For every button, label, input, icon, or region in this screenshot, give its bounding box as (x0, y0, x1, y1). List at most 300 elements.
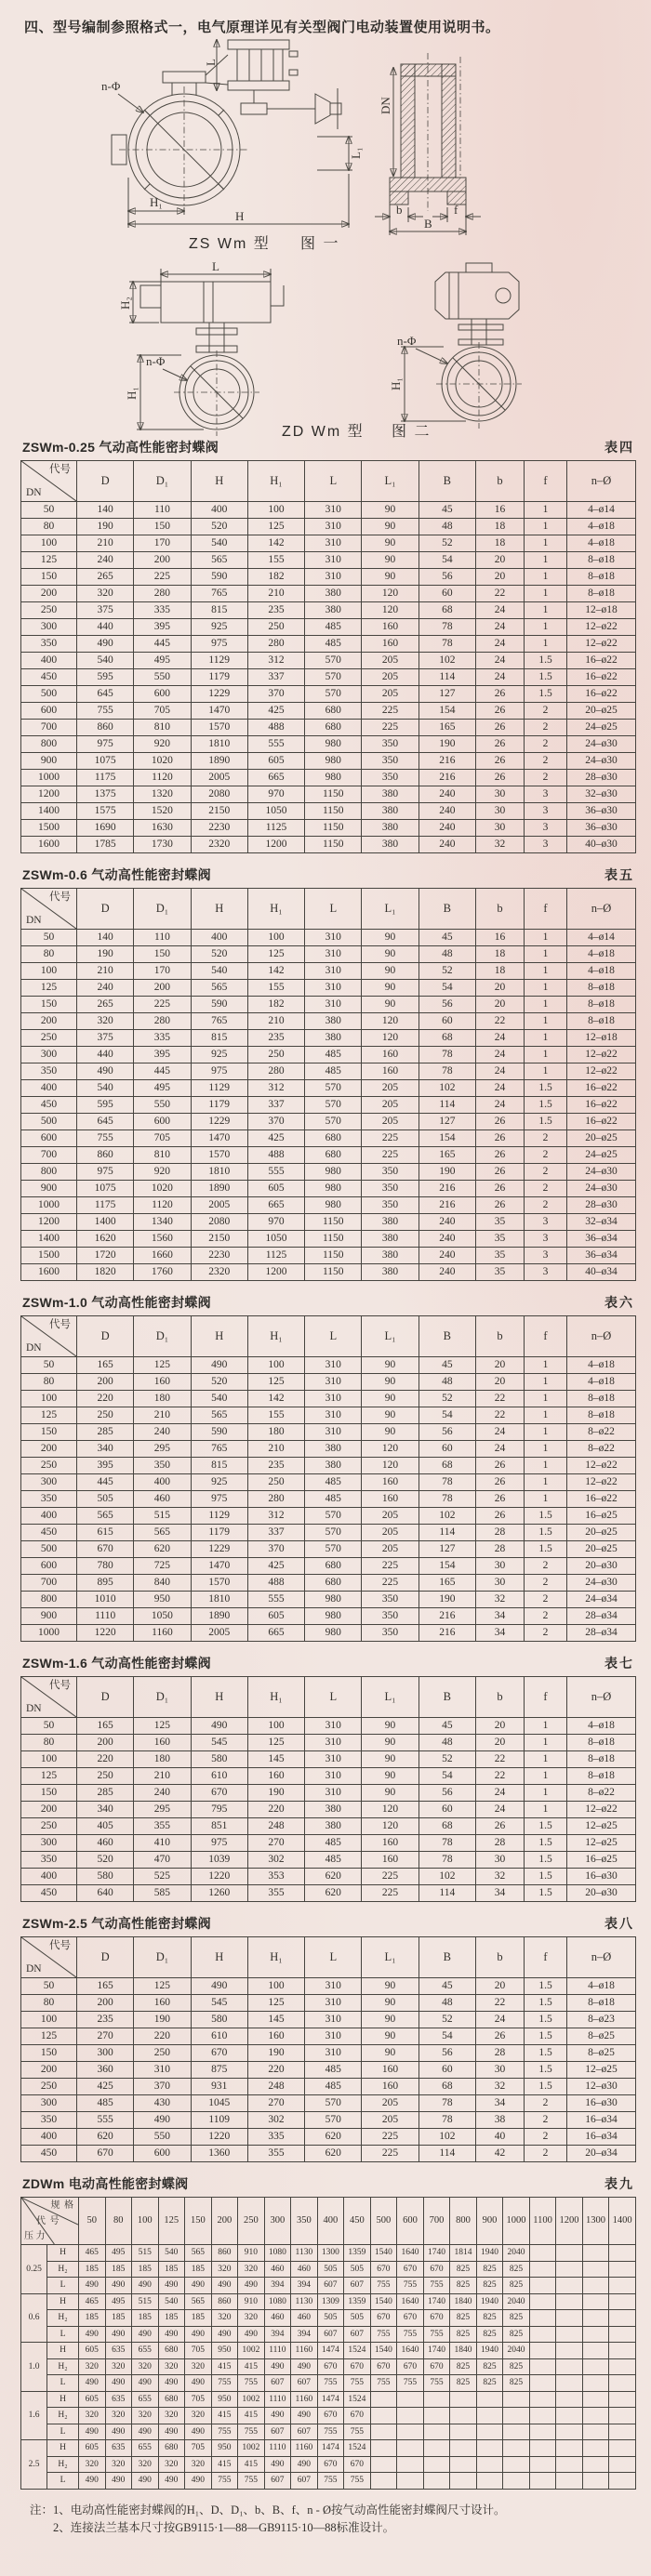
value-cell: 1890 (191, 1608, 247, 1625)
value-cell: 26 (476, 686, 525, 703)
value-cell: 355 (247, 2146, 304, 2162)
value-cell: 980 (305, 1164, 362, 1181)
table-row (21, 2129, 636, 2146)
value-cell: 851 (191, 1818, 247, 1835)
value-cell: 90 (362, 1978, 418, 1995)
dn-cell: 350 (21, 1852, 77, 1869)
value-cell: 490 (105, 2278, 132, 2294)
value-cell: 415 (238, 2358, 265, 2375)
value-cell (529, 2424, 556, 2440)
value-cell: 1.5 (525, 1978, 567, 1995)
value-cell (609, 2326, 636, 2343)
value-cell: 950 (211, 2343, 238, 2359)
value-cell: 1120 (134, 1197, 191, 1214)
value-cell: 20–ø25 (567, 1541, 636, 1558)
value-cell: 620 (305, 2146, 362, 2162)
value-cell: 540 (158, 2245, 185, 2262)
value-cell: 485 (305, 2062, 362, 2079)
value-cell (582, 2278, 609, 2294)
value-cell: 240 (134, 1424, 191, 1441)
value-cell: 160 (134, 1995, 191, 2012)
corner-header-cell: 规 格 代 号 压 力 (21, 2198, 79, 2245)
value-cell: 320 (185, 2358, 212, 2375)
value-cell: 90 (362, 1768, 418, 1785)
value-cell: 335 (134, 1030, 191, 1047)
dn-cell: 250 (21, 2079, 77, 2095)
value-cell: 8–ø18 (567, 997, 636, 1013)
column-header: D₁ (134, 889, 191, 930)
value-cell: 216 (418, 770, 475, 786)
value-cell (582, 2408, 609, 2424)
value-cell: 1.5 (525, 2012, 567, 2028)
dn-cell: 1600 (21, 1264, 77, 1281)
dn-cell: 350 (21, 1491, 77, 1508)
value-cell (582, 2245, 609, 2262)
value-cell: 210 (77, 535, 134, 552)
dn-cell: 1500 (21, 820, 77, 837)
value-cell (582, 2473, 609, 2490)
value-cell: 248 (247, 1818, 304, 1835)
value-cell: 78 (418, 1835, 475, 1852)
value-cell: 380 (362, 803, 418, 820)
dn-cell: 300 (21, 1047, 77, 1063)
value-cell: 1 (525, 963, 567, 980)
value-cell: 120 (362, 1818, 418, 1835)
value-cell: 490 (238, 2278, 265, 2294)
value-cell: 30 (476, 1558, 525, 1575)
value-cell: 1570 (191, 1147, 247, 1164)
value-cell: 2080 (191, 786, 247, 803)
value-cell (476, 2440, 503, 2457)
value-cell: 90 (362, 980, 418, 997)
value-cell: 405 (77, 1818, 134, 1835)
value-cell: 655 (132, 2343, 159, 2359)
value-cell: 8–ø22 (567, 1441, 636, 1458)
value-cell (609, 2424, 636, 2440)
value-cell: 24 (476, 1080, 525, 1097)
value-cell: 8–ø23 (567, 2012, 636, 2028)
value-cell: 425 (77, 2079, 134, 2095)
value-cell: 125 (247, 1995, 304, 2012)
value-cell: 32–ø34 (567, 1214, 636, 1231)
dn-cell: 150 (21, 997, 77, 1013)
value-cell (423, 2440, 450, 2457)
value-cell: 280 (247, 1063, 304, 1080)
value-cell: 1359 (344, 2293, 371, 2310)
value-cell: 165 (77, 1357, 134, 1374)
value-cell: 78 (418, 636, 475, 653)
value-cell: 350 (362, 1625, 418, 1642)
value-cell: 20 (476, 1374, 525, 1391)
value-cell: 340 (77, 1802, 134, 1818)
value-cell: 490 (77, 1063, 134, 1080)
value-cell (450, 2408, 477, 2424)
value-cell: 90 (362, 1424, 418, 1441)
dn-cell: 250 (21, 1818, 77, 1835)
value-cell (582, 2391, 609, 2408)
value-cell: 705 (185, 2440, 212, 2457)
value-cell: 394 (291, 2326, 318, 2343)
value-cell: 200 (134, 980, 191, 997)
value-cell: 24–ø30 (567, 1575, 636, 1592)
value-cell: 54 (418, 980, 475, 997)
value-cell: 170 (134, 963, 191, 980)
dn-cell: 125 (21, 980, 77, 997)
value-cell: 1 (525, 502, 567, 519)
value-cell (556, 2408, 583, 2424)
value-cell: 360 (77, 2062, 134, 2079)
value-cell: 380 (305, 1441, 362, 1458)
size-column-header: 100 (132, 2198, 159, 2245)
value-cell: 515 (134, 1508, 191, 1525)
value-cell: 16–ø25 (567, 1852, 636, 1869)
value-cell: 1540 (370, 2293, 397, 2310)
value-cell: 1 (525, 997, 567, 1013)
value-cell: 620 (305, 2129, 362, 2146)
value-cell: 580 (77, 1869, 134, 1885)
value-cell (529, 2375, 556, 2392)
value-cell: 415 (211, 2456, 238, 2473)
value-cell: 54 (418, 1768, 475, 1785)
dn-cell: 800 (21, 1592, 77, 1608)
value-cell: 395 (134, 1047, 191, 1063)
value-cell: 24–ø30 (567, 736, 636, 753)
value-cell: 755 (397, 2326, 424, 2343)
value-cell: 310 (305, 963, 362, 980)
value-cell: 670 (370, 2358, 397, 2375)
value-cell: 160 (362, 619, 418, 636)
value-cell: 12–ø18 (567, 1030, 636, 1047)
value-cell: 22 (476, 1995, 525, 2012)
value-cell: 550 (134, 2129, 191, 2146)
column-header: D₁ (134, 1677, 191, 1718)
value-cell: 440 (77, 1047, 134, 1063)
value-cell: 607 (264, 2424, 291, 2440)
value-cell: 78 (418, 619, 475, 636)
value-cell: 185 (185, 2310, 212, 2327)
value-cell (476, 2391, 503, 2408)
value-cell: 620 (77, 2129, 134, 2146)
value-cell: 445 (134, 636, 191, 653)
value-cell: 48 (418, 946, 475, 963)
value-cell: 45 (418, 1718, 475, 1735)
value-cell: 780 (77, 1558, 134, 1575)
value-cell: 607 (291, 2473, 318, 2490)
value-cell: 1.5 (525, 1508, 567, 1525)
value-cell: 28–ø30 (567, 1197, 636, 1214)
value-cell: 20 (476, 1735, 525, 1751)
table-row (21, 2245, 636, 2262)
value-cell: 8–ø18 (567, 1995, 636, 2012)
value-cell: 755 (423, 2375, 450, 2392)
value-cell: 36–ø30 (567, 820, 636, 837)
value-cell: 460 (291, 2261, 318, 2278)
figure2-model-caption: ZD Wm 型 (282, 424, 365, 438)
value-cell: 205 (362, 1097, 418, 1114)
row-label-cell: H (47, 2245, 79, 2262)
dn-cell: 700 (21, 1147, 77, 1164)
value-cell: 540 (77, 653, 134, 669)
value-cell: 200 (77, 1374, 134, 1391)
dn-cell: 250 (21, 1458, 77, 1474)
value-cell: 495 (105, 2293, 132, 2310)
dn-cell: 100 (21, 535, 77, 552)
value-cell: 505 (344, 2310, 371, 2327)
value-cell: 35 (476, 1214, 525, 1231)
value-cell: 40–ø34 (567, 1264, 636, 1281)
value-cell (450, 2440, 477, 2457)
column-header: D (77, 461, 134, 502)
value-cell: 490 (185, 2375, 212, 2392)
header-row (21, 2198, 636, 2245)
pressure-cell: 1.0 (21, 2343, 47, 2392)
value-cell: 825 (503, 2261, 530, 2278)
table-row (21, 837, 636, 853)
value-cell: 340 (77, 1441, 134, 1458)
value-cell: 1 (525, 1391, 567, 1407)
value-cell: 975 (77, 1164, 134, 1181)
table-row (21, 1718, 636, 1735)
value-cell (609, 2310, 636, 2327)
value-cell (397, 2473, 424, 2490)
column-header: L₁ (362, 461, 418, 502)
value-cell: 2005 (191, 770, 247, 786)
value-cell: 24 (476, 1097, 525, 1114)
value-cell: 1109 (191, 2112, 247, 2129)
value-cell (423, 2456, 450, 2473)
value-cell: 1229 (191, 1541, 247, 1558)
table-row (21, 2062, 636, 2079)
value-cell: 12–ø18 (567, 602, 636, 619)
dn-cell: 800 (21, 736, 77, 753)
table-row (21, 2375, 636, 2392)
value-cell: 125 (247, 1735, 304, 1751)
value-cell: 485 (305, 636, 362, 653)
value-cell: 400 (134, 1474, 191, 1491)
size-column-header: 700 (423, 2198, 450, 2245)
table-row (21, 2278, 636, 2294)
value-cell: 38 (476, 2112, 525, 2129)
value-cell: 120 (362, 586, 418, 602)
figure-zdwm-front-view (389, 263, 522, 429)
value-cell: 114 (418, 1097, 475, 1114)
value-cell: 24 (476, 619, 525, 636)
column-header: f (525, 1677, 567, 1718)
value-cell: 605 (247, 1608, 304, 1625)
value-cell: 1.5 (525, 1869, 567, 1885)
table-row (21, 1424, 636, 1441)
column-header: B (418, 889, 475, 930)
value-cell: 16–ø30 (567, 1869, 636, 1885)
value-cell: 605 (247, 1181, 304, 1197)
value-cell: 520 (77, 1852, 134, 1869)
value-cell: 8–ø25 (567, 2028, 636, 2045)
value-cell: 60 (418, 586, 475, 602)
column-header: H (191, 461, 247, 502)
value-cell: 1080 (264, 2245, 291, 2262)
value-cell: 165 (418, 1147, 475, 1164)
value-cell: 185 (132, 2261, 159, 2278)
value-cell: 1 (525, 1474, 567, 1491)
value-cell (556, 2261, 583, 2278)
value-cell: 380 (305, 602, 362, 619)
value-cell: 185 (132, 2310, 159, 2327)
header-row (21, 1677, 636, 1718)
value-cell: 490 (132, 2424, 159, 2440)
row-label-cell: H₂ (47, 2310, 79, 2327)
row-label-cell: L (47, 2473, 79, 2490)
table-row (21, 1525, 636, 1541)
table-row (21, 1441, 636, 1458)
value-cell (556, 2456, 583, 2473)
size-column-header: 1300 (582, 2198, 609, 2245)
value-cell: 34 (476, 1608, 525, 1625)
value-cell: 185 (158, 2310, 185, 2327)
value-cell: 295 (134, 1802, 191, 1818)
value-cell: 154 (418, 1558, 475, 1575)
dim-label-B: B (424, 217, 432, 231)
value-cell: 1640 (397, 2343, 424, 2359)
value-cell: 605 (79, 2440, 106, 2457)
value-cell: 68 (418, 1030, 475, 1047)
header-row (21, 1316, 636, 1357)
value-cell: 1.5 (525, 686, 567, 703)
value-cell (503, 2440, 530, 2457)
value-cell: 931 (191, 2079, 247, 2095)
dn-cell: 700 (21, 720, 77, 736)
value-cell: 302 (247, 2112, 304, 2129)
value-cell: 910 (238, 2245, 265, 2262)
value-cell: 1110 (77, 1608, 134, 1625)
table-row (21, 2261, 636, 2278)
value-cell: 22 (476, 586, 525, 602)
value-cell: 225 (362, 1147, 418, 1164)
table-row (21, 1181, 636, 1197)
value-cell: 320 (158, 2358, 185, 2375)
value-cell: 460 (77, 1835, 134, 1852)
value-cell: 1.5 (525, 2062, 567, 2079)
dn-cell: 400 (21, 1869, 77, 1885)
value-cell: 605 (247, 753, 304, 770)
dn-cell: 300 (21, 1835, 77, 1852)
value-cell (370, 2408, 397, 2424)
value-cell: 225 (362, 720, 418, 736)
value-cell: 1640 (397, 2293, 424, 2310)
dimension-table-0_6 (20, 888, 636, 1281)
value-cell (556, 2293, 583, 2310)
table-row (21, 1735, 636, 1751)
value-cell: 310 (305, 552, 362, 569)
value-cell: 320 (185, 2408, 212, 2424)
value-cell: 540 (191, 535, 247, 552)
value-cell: 1.5 (525, 2079, 567, 2095)
value-cell (609, 2473, 636, 2490)
value-cell: 16–ø25 (567, 1508, 636, 1525)
value-cell: 8–ø22 (567, 1785, 636, 1802)
column-header: n–Ø (567, 1937, 636, 1978)
value-cell: 120 (362, 1458, 418, 1474)
value-cell: 1 (525, 980, 567, 997)
value-cell: 28 (476, 1541, 525, 1558)
value-cell: 380 (362, 1231, 418, 1248)
value-cell: 607 (344, 2326, 371, 2343)
value-cell: 28–ø34 (567, 1608, 636, 1625)
corner-header-cell: 代号 DN (21, 461, 77, 502)
value-cell: 490 (79, 2424, 106, 2440)
value-cell: 26 (476, 1491, 525, 1508)
value-cell: 555 (247, 1164, 304, 1181)
value-cell: 20–ø25 (567, 1525, 636, 1541)
value-cell: 555 (77, 2112, 134, 2129)
value-cell: 1150 (305, 1231, 362, 1248)
value-cell: 607 (264, 2375, 291, 2392)
value-cell: 2 (525, 753, 567, 770)
value-cell: 1320 (134, 786, 191, 803)
value-cell: 490 (79, 2473, 106, 2490)
value-cell: 34 (476, 1885, 525, 1902)
value-cell: 395 (77, 1458, 134, 1474)
value-cell: 100 (247, 502, 304, 519)
value-cell: 310 (305, 2045, 362, 2062)
value-cell: 980 (305, 736, 362, 753)
value-cell: 32 (476, 1592, 525, 1608)
table-row (21, 1458, 636, 1474)
value-cell: 1130 (291, 2293, 318, 2310)
value-cell: 825 (503, 2278, 530, 2294)
value-cell (529, 2408, 556, 2424)
value-cell: 445 (77, 1474, 134, 1491)
value-cell: 620 (305, 1869, 362, 1885)
value-cell: 216 (418, 1625, 475, 1642)
value-cell: 1039 (191, 1852, 247, 1869)
table-row (21, 1130, 636, 1147)
value-cell: 570 (305, 1114, 362, 1130)
table-row (21, 1231, 636, 1248)
value-cell: 815 (191, 1030, 247, 1047)
value-cell: 825 (450, 2261, 477, 2278)
value-cell: 1560 (134, 1231, 191, 1248)
dim-label-n-phi: n-Φ (101, 79, 121, 93)
size-column-header: 150 (185, 2198, 212, 2245)
value-cell: 90 (362, 1751, 418, 1768)
value-cell: 840 (134, 1575, 191, 1592)
column-header: b (476, 1677, 525, 1718)
value-cell: 860 (77, 1147, 134, 1164)
value-cell: 1.5 (525, 1525, 567, 1541)
value-cell: 1300 (317, 2245, 344, 2262)
value-cell: 78 (418, 1063, 475, 1080)
value-cell: 825 (450, 2310, 477, 2327)
value-cell (556, 2326, 583, 2343)
column-header: B (418, 1316, 475, 1357)
value-cell: 310 (305, 502, 362, 519)
value-cell: 635 (105, 2391, 132, 2408)
value-cell: 1160 (134, 1625, 191, 1642)
value-cell: 1 (525, 1491, 567, 1508)
value-cell: 705 (185, 2391, 212, 2408)
value-cell: 1150 (305, 786, 362, 803)
value-cell: 680 (305, 1575, 362, 1592)
value-cell: 415 (238, 2456, 265, 2473)
value-cell: 1 (525, 1357, 567, 1374)
value-cell: 235 (247, 1030, 304, 1047)
value-cell: 26 (476, 736, 525, 753)
value-cell: 1045 (191, 2095, 247, 2112)
value-cell: 353 (247, 1869, 304, 1885)
value-cell: 1 (525, 1802, 567, 1818)
value-cell: 415 (211, 2358, 238, 2375)
value-cell: 100 (247, 930, 304, 946)
